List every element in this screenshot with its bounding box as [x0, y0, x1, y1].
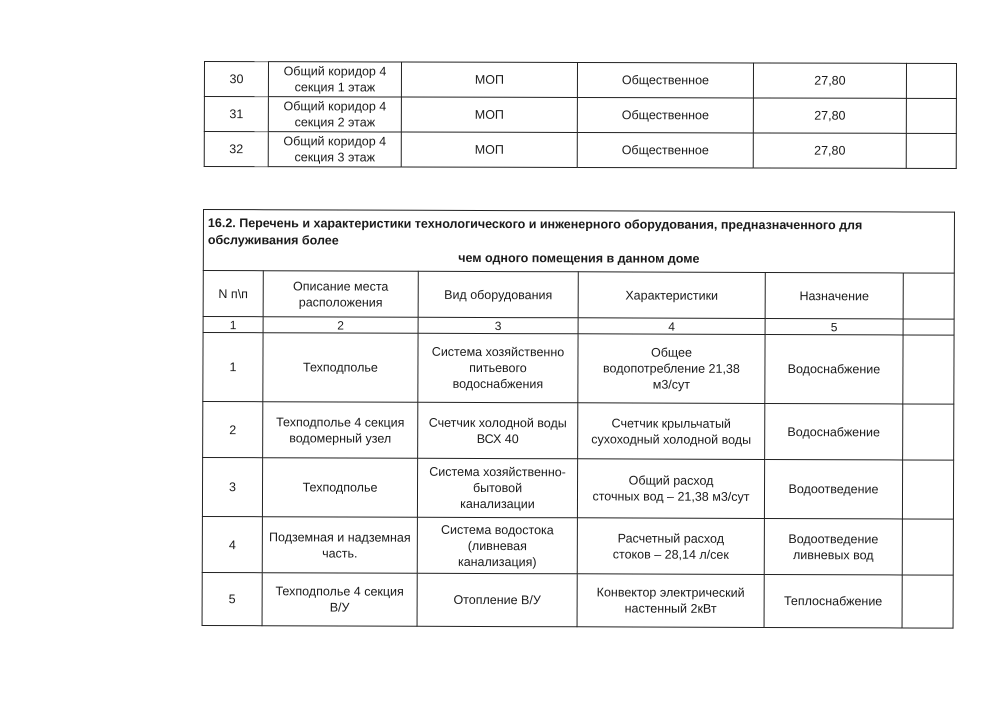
table-row — [203, 333, 954, 405]
column-number: 1 — [203, 317, 263, 333]
equipment-type: Отопление В/У — [417, 573, 577, 627]
equipment-location: Техподполье — [263, 333, 418, 403]
table-row — [204, 97, 956, 134]
room-area: 27,80 — [753, 63, 906, 98]
section-title-line2: чем одного помещения в данном доме — [458, 250, 700, 266]
room-location: Общий коридор 4 секция 1 этаж — [268, 62, 401, 97]
equipment-characteristics: Общее водопотребление 21,38 м3/сут — [578, 334, 765, 404]
room-area: 27,80 — [753, 133, 906, 168]
room-note — [906, 63, 956, 98]
equipment-type: Счетчик холодной воды ВСХ 40 — [418, 402, 578, 459]
column-number-empty — [903, 319, 954, 335]
room-category: МОП — [401, 132, 577, 167]
equipment-location: Техподполье — [262, 458, 417, 518]
equipment-type: Система хозяйственно- бытовой канализации — [417, 458, 577, 518]
empty-cell — [903, 404, 954, 460]
column-number: 2 — [263, 317, 418, 334]
header-characteristics: Характеристики — [578, 272, 765, 319]
room-table — [204, 61, 957, 169]
room-area: 27,80 — [753, 98, 906, 133]
equipment-characteristics: Расчетный расход стоков – 28,14 л/сек — [577, 518, 764, 575]
equipment-purpose: Водоотведение ливневых вод — [764, 518, 902, 574]
empty-cell — [903, 335, 954, 404]
equipment-purpose: Теплоснабжение — [764, 574, 902, 627]
row-number: 3 — [202, 458, 262, 517]
empty-cell — [902, 519, 953, 575]
equipment-type: Система водостока (ливневая канализация) — [417, 517, 577, 574]
equipment-purpose: Водоснабжение — [765, 334, 903, 403]
equipment-characteristics: Конвектор электрический настенный 2кВт — [577, 574, 764, 628]
equipment-characteristics: Счетчик крыльчатый сухоходный холодной воды — [578, 403, 765, 460]
header-empty — [903, 273, 954, 319]
section-title-line1: 16.2. Перечень и характеристики технологического и инженерного оборудования, предназначенного для обслуживания более — [207, 215, 863, 247]
table-row — [204, 132, 956, 169]
row-number: 30 — [204, 62, 268, 97]
row-number: 32 — [204, 132, 268, 167]
header-location: Описание места расположения — [263, 271, 418, 318]
room-note — [906, 98, 956, 133]
equipment-characteristics: Общий расход сточных вод – 21,38 м3/сут — [577, 459, 764, 519]
table-row — [202, 516, 953, 575]
row-number: 5 — [202, 572, 262, 625]
room-location: Общий коридор 4 секция 2 этаж — [268, 97, 401, 132]
equipment-type: Система хозяйственно питьевого водоснабжения — [418, 333, 578, 403]
header-no: N п\п — [203, 271, 263, 317]
column-number: 3 — [418, 317, 578, 334]
header-type: Вид оборудования — [418, 271, 578, 318]
column-number: 4 — [578, 318, 765, 335]
equipment-location: Техподполье 4 секция водомерный узел — [263, 402, 418, 459]
equipment-location: Подземная и надземная часть. — [262, 517, 417, 574]
row-number: 2 — [203, 402, 263, 458]
room-category: МОП — [401, 97, 577, 132]
table-row — [202, 572, 953, 628]
room-category: МОП — [401, 62, 577, 97]
equipment-purpose: Водоотведение — [764, 459, 902, 518]
room-note — [906, 133, 956, 168]
table-row — [203, 402, 954, 461]
row-number: 4 — [202, 516, 262, 572]
empty-cell — [902, 575, 953, 628]
room-location: Общий коридор 4 секция 3 этаж — [268, 132, 401, 167]
header-row — [203, 271, 954, 320]
table-row — [204, 62, 956, 99]
section-title — [203, 210, 954, 274]
header-purpose: Назначение — [765, 272, 903, 318]
room-purpose: Общественное — [577, 62, 753, 97]
equipment-table — [202, 209, 955, 629]
section-title-row — [203, 210, 954, 274]
row-number: 1 — [203, 333, 263, 402]
column-number: 5 — [765, 318, 903, 334]
room-purpose: Общественное — [577, 97, 753, 132]
empty-cell — [902, 460, 953, 519]
room-purpose: Общественное — [577, 132, 753, 167]
row-number: 31 — [204, 97, 268, 132]
table-row — [202, 458, 953, 520]
equipment-purpose: Водоснабжение — [765, 403, 903, 459]
equipment-location: Техподполье 4 секция В/У — [262, 573, 417, 627]
